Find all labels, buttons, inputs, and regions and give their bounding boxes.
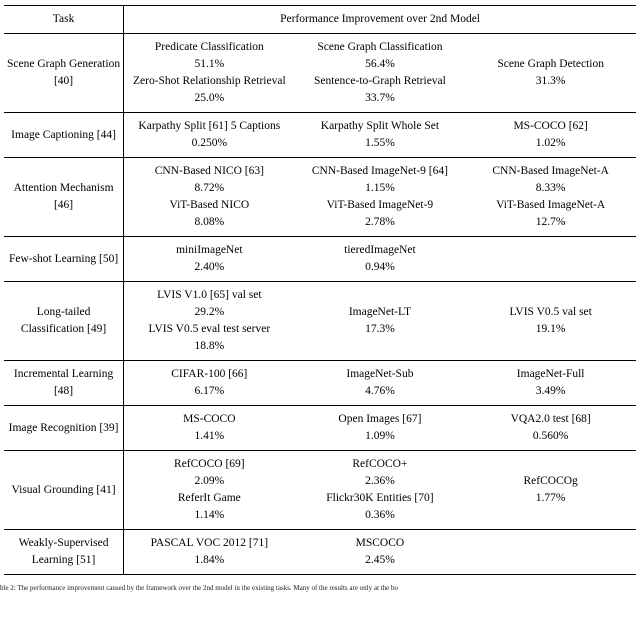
result-cell	[124, 158, 295, 237]
dataset-name: CIFAR-100 [66]	[171, 368, 248, 381]
task-label: Image Captioning [44]	[4, 113, 124, 158]
metric-value: 31.3%	[535, 75, 566, 88]
result-cell	[124, 113, 295, 158]
metric-value: 1.14%	[194, 509, 225, 522]
metric-value: 0.560%	[532, 430, 569, 443]
dataset-name: PASCAL VOC 2012 [71]	[150, 537, 269, 550]
result-cell	[124, 451, 295, 530]
metric-value: 0.36%	[365, 509, 395, 522]
table-body	[4, 34, 636, 575]
metric-value: 1.84%	[194, 554, 225, 567]
table-row	[4, 451, 636, 530]
dataset-name: MSCOCO	[355, 537, 405, 550]
metric-value: 3.49%	[535, 385, 566, 398]
dataset-name: Karpathy Split Whole Set	[320, 120, 440, 133]
metric-value: 0.94%	[365, 261, 395, 274]
metric-value: 17.3%	[365, 323, 395, 336]
dataset-name: VQA2.0 test [68]	[510, 413, 591, 426]
dataset-name: Scene Graph Classification	[317, 41, 443, 54]
table-header	[4, 6, 636, 34]
dataset-name: Sentence-to-Graph Retrieval	[313, 75, 446, 88]
result-cell	[295, 113, 466, 158]
metric-value: 33.7%	[365, 92, 395, 105]
task-label: Scene Graph Generation [40]	[4, 34, 124, 113]
dataset-name: LVIS V0.5 eval test server	[148, 323, 271, 336]
result-cell	[465, 113, 636, 158]
dataset-name: Flickr30K Entities [70]	[326, 492, 434, 505]
metric-value: 29.2%	[194, 306, 225, 319]
result-cell	[465, 451, 636, 530]
dataset-name: CNN-Based ImageNet-A	[492, 165, 609, 178]
result-cell	[124, 282, 295, 361]
task-label: Weakly-Supervised Learning [51]	[4, 530, 124, 575]
table-row	[4, 237, 636, 282]
table-row	[4, 34, 636, 113]
dataset-name: RefCOCO [69]	[174, 458, 245, 471]
result-cell	[295, 34, 466, 113]
result-cell	[465, 158, 636, 237]
metric-value: 8.08%	[194, 216, 225, 229]
metric-value: 19.1%	[535, 323, 566, 336]
metric-value: 1.41%	[194, 430, 225, 443]
dataset-name: CNN-Based NICO [63]	[154, 165, 264, 178]
result-cell	[295, 282, 466, 361]
task-label: Image Recognition [39]	[4, 406, 124, 451]
metric-value: 4.76%	[365, 385, 395, 398]
result-cell	[295, 406, 466, 451]
table-row	[4, 113, 636, 158]
table-row	[4, 158, 636, 237]
metric-value: 56.4%	[365, 58, 395, 71]
result-cell	[465, 361, 636, 406]
header-row	[4, 6, 636, 34]
dataset-name: ImageNet-Sub	[346, 368, 414, 381]
task-label: Attention Mechanism [46]	[4, 158, 124, 237]
dataset-name: ViT-Based NICO	[169, 199, 250, 212]
table-row	[4, 361, 636, 406]
result-cell	[124, 361, 295, 406]
metric-value: 2.09%	[194, 475, 225, 488]
result-cell	[124, 530, 295, 575]
metric-value: 2.78%	[365, 216, 395, 229]
dataset-name: LVIS V1.0 [65] val set	[157, 289, 262, 302]
metric-value: 2.45%	[365, 554, 395, 567]
results-table	[4, 5, 636, 575]
result-cell	[465, 406, 636, 451]
metric-value: 1.09%	[365, 430, 395, 443]
result-cell	[124, 406, 295, 451]
dataset-name: Karpathy Split [61] 5 Captions	[138, 120, 281, 133]
table-caption: ble 2: The performance improvement caused by the framework over the 2nd model in the existing tasks. Many of the results are only at the bo	[0, 584, 398, 593]
result-cell	[124, 237, 295, 282]
metric-value: 2.36%	[365, 475, 395, 488]
dataset-name: Zero-Shot Relationship Retrieval	[132, 75, 286, 88]
metric-value: 51.1%	[194, 58, 225, 71]
result-cell	[465, 34, 636, 113]
dataset-name: miniImageNet	[176, 244, 243, 257]
result-cell	[124, 34, 295, 113]
result-cell	[295, 451, 466, 530]
metric-value: 25.0%	[194, 92, 225, 105]
dataset-name: CNN-Based ImageNet-9 [64]	[311, 165, 448, 178]
result-cell	[465, 237, 636, 282]
dataset-name: ImageNet-Full	[516, 368, 585, 381]
table-row	[4, 282, 636, 361]
dataset-name: tieredImageNet	[344, 244, 416, 257]
metric-value: 1.15%	[365, 182, 395, 195]
metric-value: 2.40%	[194, 261, 225, 274]
result-cell	[295, 361, 466, 406]
metric-value: 6.17%	[194, 385, 225, 398]
result-cell	[465, 282, 636, 361]
dataset-name: RefCOCO+	[352, 458, 408, 471]
dataset-name: Open Images [67]	[338, 413, 422, 426]
metric-value: 8.33%	[535, 182, 566, 195]
metric-value: 1.77%	[535, 492, 566, 505]
dataset-name: ViT-Based ImageNet-A	[496, 199, 606, 212]
metric-value: 1.02%	[535, 137, 566, 150]
result-cell	[465, 530, 636, 575]
header-task: Task	[4, 6, 124, 34]
task-label: Few-shot Learning [50]	[4, 237, 124, 282]
dataset-name: RefCOCOg	[523, 475, 578, 488]
table-row	[4, 530, 636, 575]
dataset-name: ImageNet-LT	[348, 306, 411, 319]
metric-value: 8.72%	[194, 182, 225, 195]
dataset-name: ViT-Based ImageNet-9	[326, 199, 434, 212]
metric-value: 0.250%	[191, 137, 228, 150]
dataset-name: Predicate Classification	[154, 41, 264, 54]
header-performance: Performance Improvement over 2nd Model	[280, 13, 481, 25]
table-row	[4, 406, 636, 451]
task-label: Long-tailed Classification [49]	[4, 282, 124, 361]
result-cell	[295, 530, 466, 575]
dataset-name: MS-COCO [62]	[513, 120, 588, 133]
metric-value: 1.55%	[365, 137, 395, 150]
result-cell	[295, 237, 466, 282]
result-cell	[295, 158, 466, 237]
dataset-name: Scene Graph Detection	[497, 58, 604, 71]
dataset-name: MS-COCO	[183, 413, 236, 426]
dataset-name: ReferIt Game	[177, 492, 241, 505]
metric-value: 12.7%	[535, 216, 566, 229]
task-label: Incremental Learning [48]	[4, 361, 124, 406]
metric-value: 18.8%	[194, 340, 225, 353]
task-label: Visual Grounding [41]	[4, 451, 124, 530]
dataset-name: LVIS V0.5 val set	[509, 306, 592, 319]
